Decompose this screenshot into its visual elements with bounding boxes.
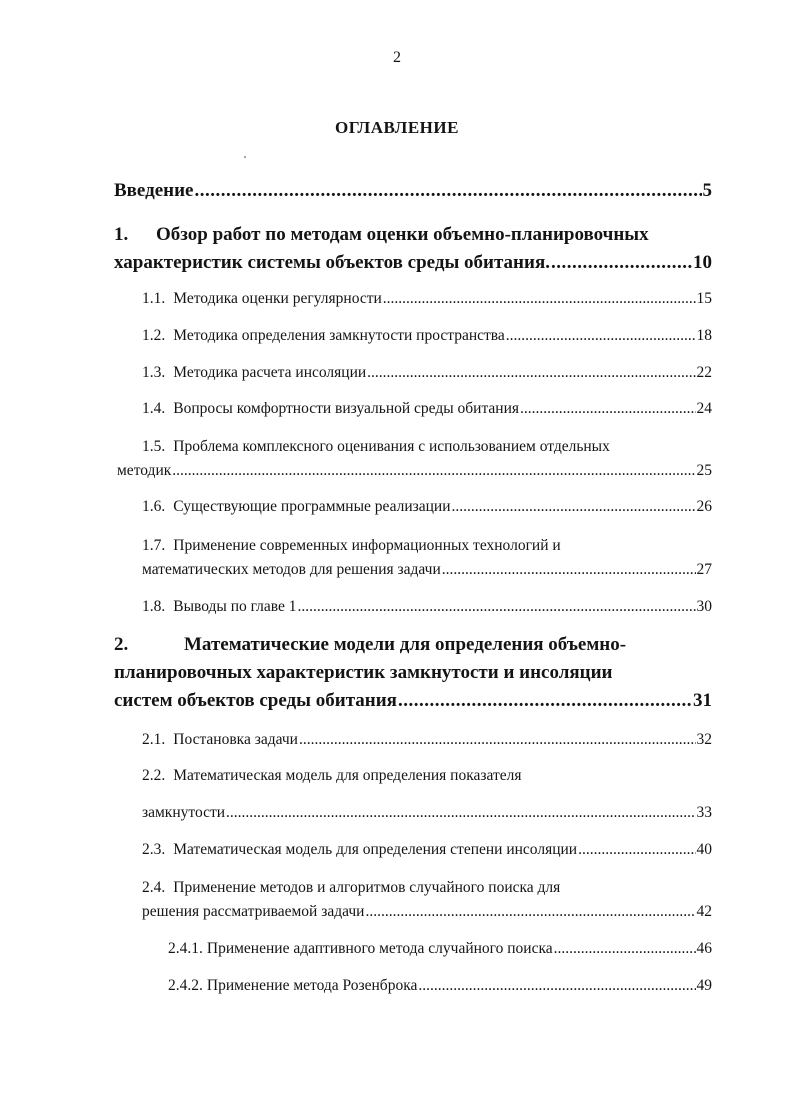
chapter-title-line-1: Математические модели для определения объемно- [184,634,627,655]
chapter-title-line-1: Обзор работ по методам оценки объемно-планировочных [156,224,649,245]
toc-entry-page: 15 [696,290,712,307]
chapter-number: 2. [114,634,129,655]
chapter-title-line-2: характеристик системы объектов среды обитания. [114,252,550,273]
chapter-title-line-3: систем объектов среды обитания [114,690,397,711]
toc-entry-title: Математическая модель для определения степени инсоляции [173,841,578,858]
dot-leader [298,598,696,616]
dot-leader [452,498,696,516]
dot-leader [226,804,695,822]
section-number: 2.4. [142,879,166,896]
toc-entry-title: Выводы по главе 1 [173,598,297,615]
toc-entry-title: Существующие программные реализации [173,498,451,515]
dot-leader [520,400,695,418]
toc-entry-2-4-1[interactable] [168,940,712,958]
section-number: 1.8. [142,598,166,615]
dot-leader [506,327,696,345]
page-number: 2 [393,49,401,66]
dot-leader [172,462,695,480]
dot-leader [398,690,692,712]
chapter-title-line-2: планировочных характеристик замкнутости и инсоляции [114,662,613,683]
dot-leader [418,977,695,995]
toc-entry-intro[interactable] [114,180,712,202]
toc-entry-page: 31 [693,690,712,711]
toc-entry-title: Применение адаптивного метода случайного поиска [206,940,553,957]
section-number: 2.3. [142,841,166,858]
toc-entry-title-line-1: Проблема комплексного оценивания с использованием отдельных [173,438,610,455]
dot-leader [554,940,696,958]
toc-entry-1-4[interactable] [142,400,712,418]
section-number: 2.4.2. [168,977,203,994]
section-number: 1.7. [142,537,166,554]
dot-leader [383,290,696,308]
toc-entry-2-1[interactable] [142,731,712,749]
toc-entry-title-line-2: методик [117,462,172,479]
toc-entry-page: 33 [696,804,712,821]
dot-leader [299,731,696,749]
toc-entry-title: Методика оценки регулярности [173,290,382,307]
toc-entry-title: Методика расчета инсоляции [173,364,367,381]
toc-entry-page: 22 [696,364,712,381]
section-number: 2.1. [142,731,166,748]
section-number: 2.4.1. [168,940,203,957]
section-number: 1.4. [142,400,166,417]
toc-entry-1-1[interactable] [142,290,712,308]
toc-entry-page: 46 [696,940,712,957]
toc-entry-page: 49 [696,977,712,994]
toc-entry-title-line-1: Применение методов и алгоритмов случайного поиска для [173,879,561,896]
scan-speck [244,156,246,158]
toc-entry-1-2[interactable] [142,327,712,345]
toc-entry-title-line-2: математических методов для решения задачи [142,561,441,578]
section-number: 2.2. [142,767,166,784]
toc-entry-title-line-1: Применение современных информационных технологий и [173,537,561,554]
section-number: 1.1. [142,290,166,307]
dot-leader [442,561,696,579]
section-number: 1.6. [142,498,166,515]
dot-leader [365,903,695,921]
toc-entry-page: 25 [696,462,712,479]
toc-entry-page: 27 [696,561,712,578]
toc-entry-page: 42 [696,903,712,920]
toc-entry-1-3[interactable] [142,364,712,382]
toc-entry-page: 24 [696,400,712,417]
dot-leader [195,180,702,202]
toc-entry-2-3[interactable] [142,841,712,859]
toc-entry-title: Введение [114,180,194,201]
dot-leader [551,252,692,274]
dot-leader [367,364,695,382]
toc-entry-1-6[interactable] [142,498,712,516]
toc-entry-page: 26 [696,498,712,515]
toc-entry-title: Применение метода Розенброка [206,977,418,994]
toc-title: ОГЛАВЛЕНИЕ [335,118,459,137]
toc-entry-page: 40 [696,841,712,858]
toc-entry-page: 18 [696,327,712,344]
toc-entry-title-line-2: замкнутости [142,804,226,821]
toc-entry-2-4-2[interactable] [168,977,712,995]
toc-entry-page: 10 [693,252,712,273]
toc-entry-title: Вопросы комфортности визуальной среды обитания [173,400,520,417]
toc-entry-title-line-1: Математическая модель для определения показателя [173,767,522,784]
toc-entry-page: 30 [696,598,712,615]
dot-leader [578,841,695,859]
toc-entry-1-8[interactable] [142,598,712,616]
section-number: 1.3. [142,364,166,381]
toc-entry-page: 5 [702,180,712,201]
section-number: 1.5. [142,438,166,455]
toc-entry-page: 32 [696,731,712,748]
chapter-number: 1. [114,224,129,245]
section-number: 1.2. [142,327,166,344]
toc-entry-title-line-2: решения рассматриваемой задачи [142,903,365,920]
toc-entry-title: Методика определения замкнутости пространства [173,327,505,344]
toc-entry-title: Постановка задачи [173,731,298,748]
